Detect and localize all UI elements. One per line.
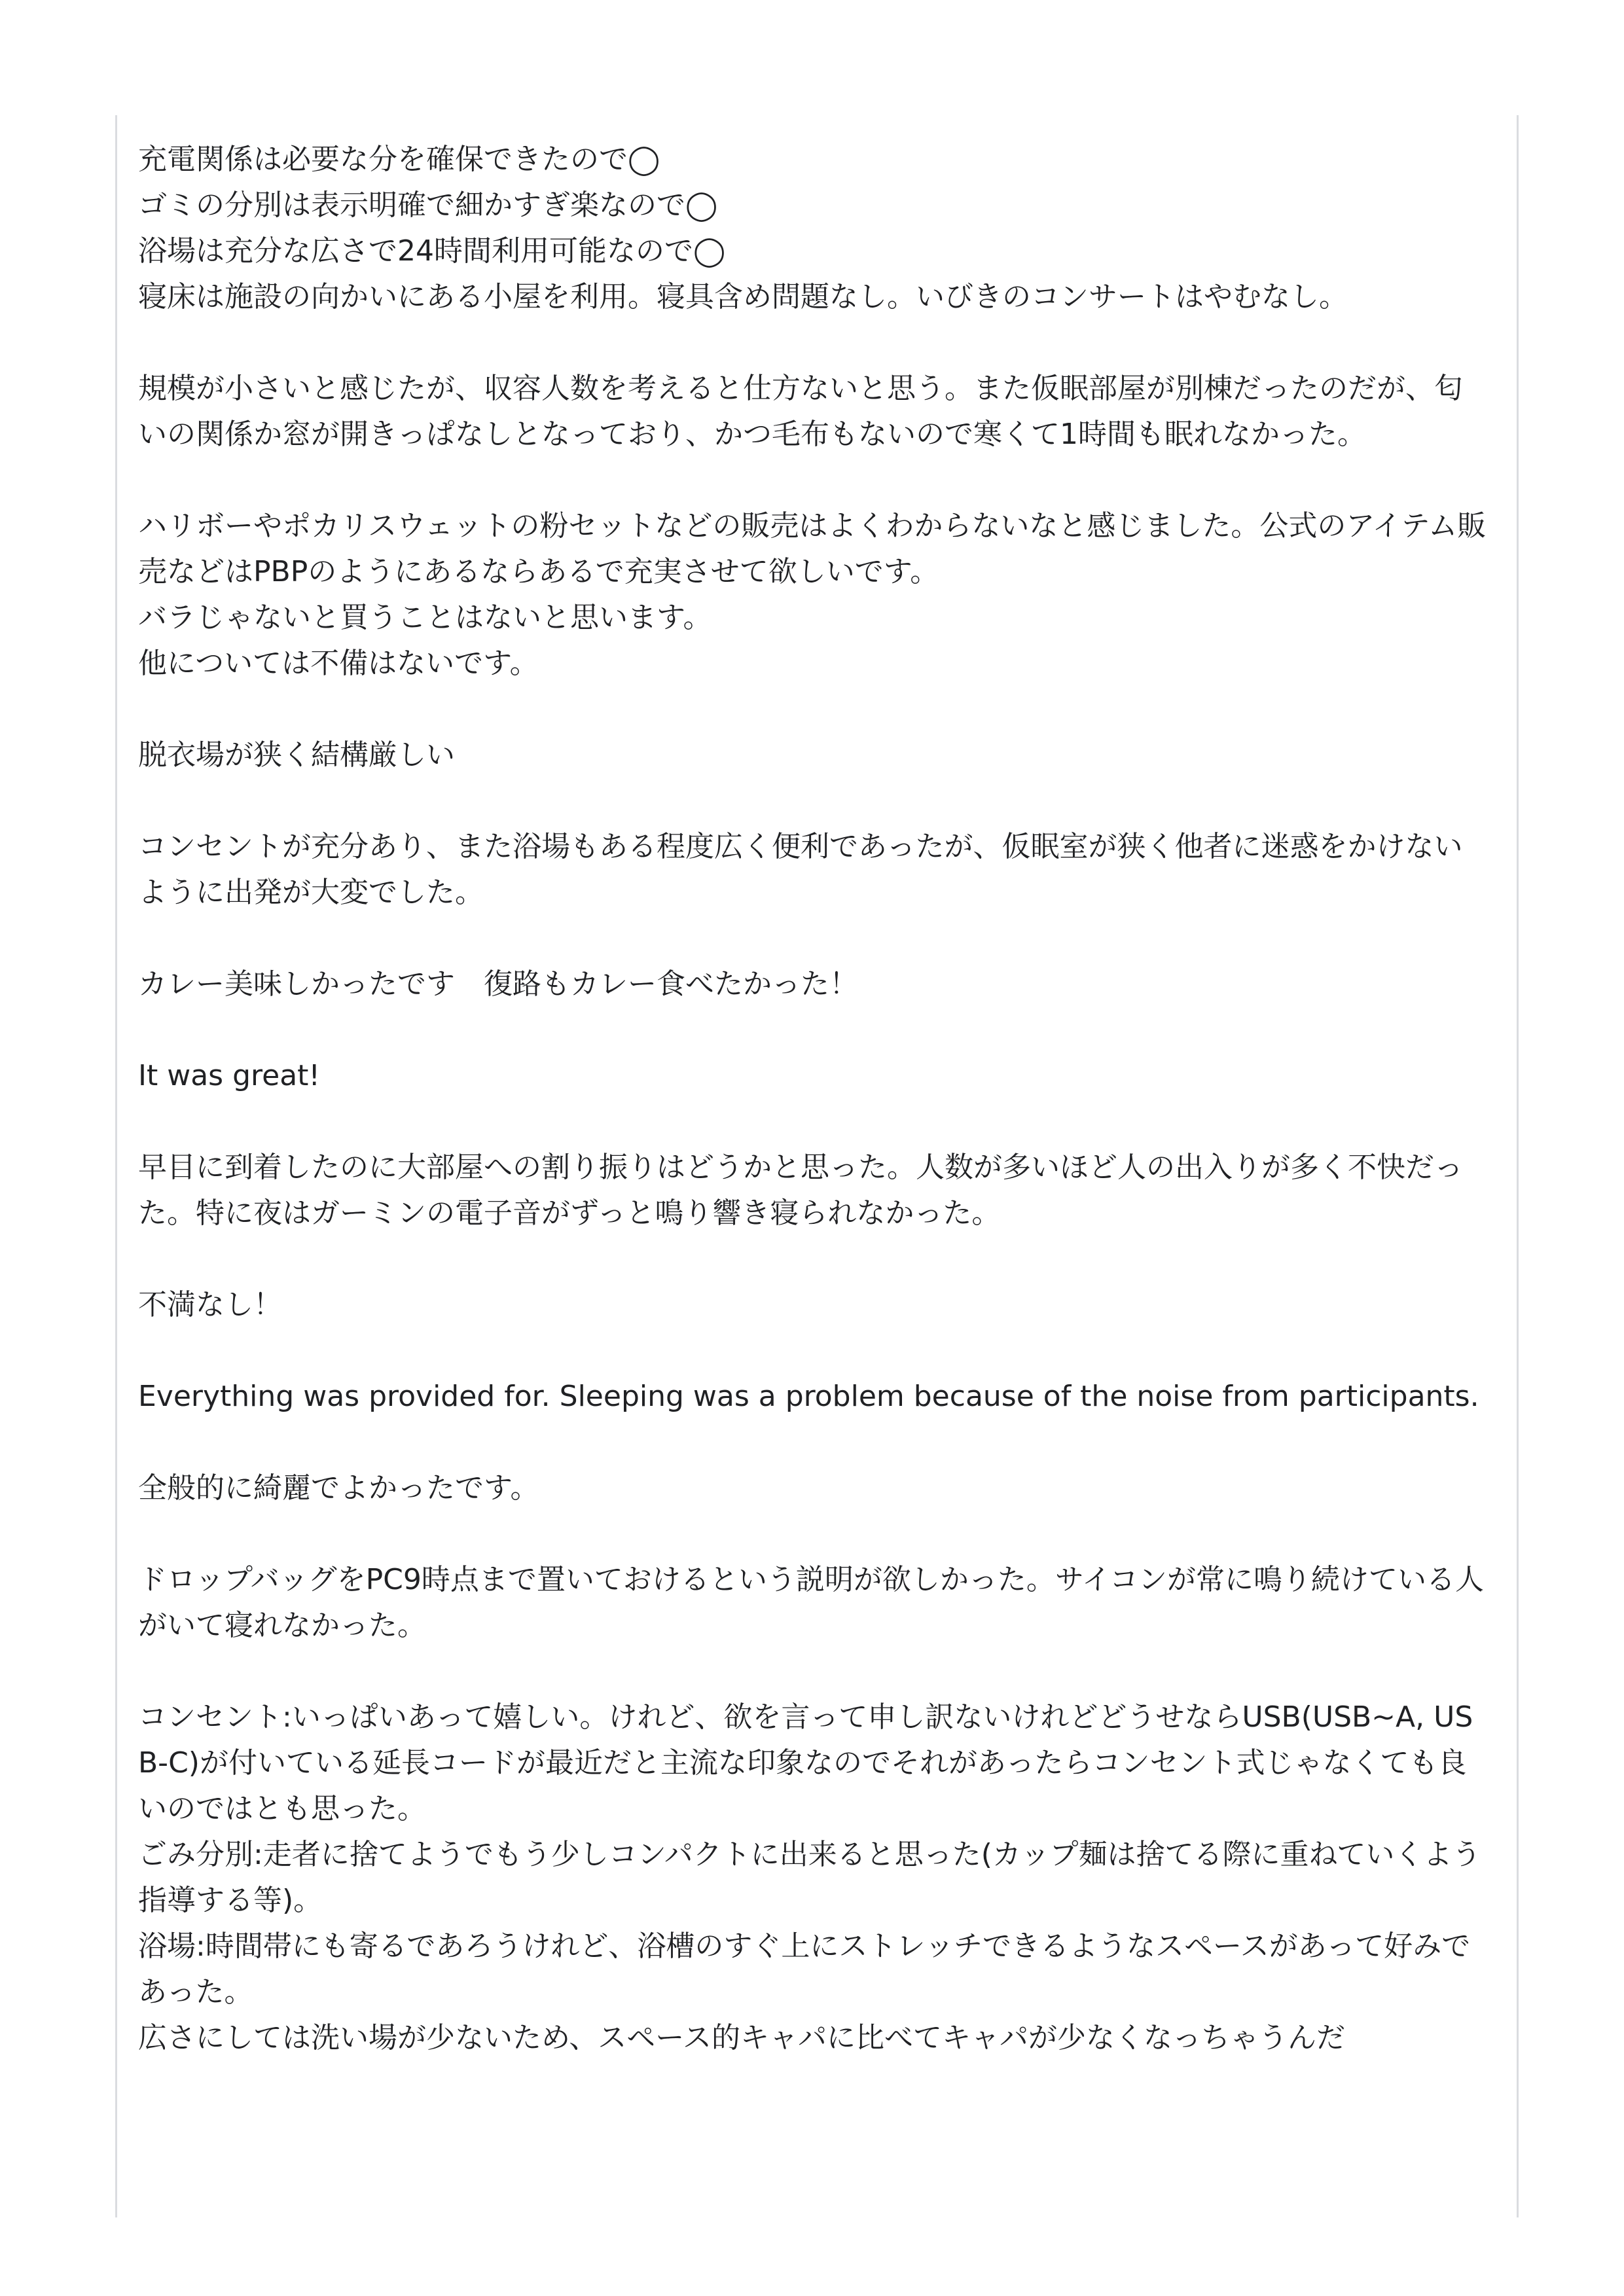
response-list — [138, 137, 1487, 2061]
response-item: It was great! — [138, 1059, 321, 1092]
response-item: 脱衣場が狭く結構厳しい — [138, 738, 455, 772]
response-item: ハリボーやポカリスウェットの粉セットなどの販売はよくわからないなと感じました。公式のアイテム販売などはPBPのようにあるならあるで充実させて欲しいです。 バラじゃないと買うことはないと思います。 他については不備はないです。 — [138, 509, 1487, 680]
response-item: 規模が小さいと感じたが、収容人数を考えると仕方ないと思う。また仮眠部屋が別棟だったのだが、匂いの関係か窓が開きっぱなしとなっており、かつ毛布もないので寒くて1時間も眠れなかった。 — [138, 372, 1463, 451]
response-item: 全般的に綺麗でよかったです。 — [138, 1471, 539, 1505]
response-item: コンセントが充分あり、また浴場もある程度広く便利であったが、仮眠室が狭く他者に迷惑をかけないように出発が大変でした。 — [138, 830, 1463, 909]
response-item: Everything was provided for. Sleeping was a problem because of the noise from participants. — [138, 1380, 1479, 1413]
response-item: コンセント:いっぱいあって嬉しい。けれど、欲を言って申し訳ないけれどどうせならUSB(USB~A, USB-C)が付いている延長コードが最近だと主流な印象なのでそれがあったらコンセント式じゃなくても良いのではとも思った。 ごみ分別:走者に捨てようでもう少しコンパクトに出来ると思った(カップ麺は捨てる際に重ねていくよう指導する等)。 浴場:時間帯にも寄るであろうけれど、浴槽のすぐ上にストレッチできるようなスペースがあって好みであった。 広さにしては洗い場が少ないため、スペース的キャパに比べてキャパが少なくなっちゃうんだ — [138, 1700, 1481, 2054]
response-item: 早目に到着したのに大部屋への割り振りはどうかと思った。人数が多いほど人の出入りが多く不快だった。特に夜はガーミンの電子音がずっと鳴り響き寝られなかった。 — [138, 1151, 1463, 1230]
responses-card — [115, 115, 1519, 2217]
response-item: 不満なし！ — [138, 1288, 282, 1321]
response-item: 充電関係は必要な分を確保できたので◯ ゴミの分別は表示明確で細かすぎ楽なので◯ 浴場は充分な広さで24時間利用可能なので◯ 寝床は施設の向かいにある小屋を利用。寝具含め問題なし。いびきのコンサートはやむなし。 — [138, 143, 1348, 314]
response-item: カレー美味しかったです 復路もカレー食べたかった！ — [138, 967, 858, 1001]
response-item: ドロップバッグをPC9時点まで置いておけるという説明が欲しかった。サイコンが常に鳴り続けている人がいて寝れなかった。 — [138, 1563, 1485, 1642]
